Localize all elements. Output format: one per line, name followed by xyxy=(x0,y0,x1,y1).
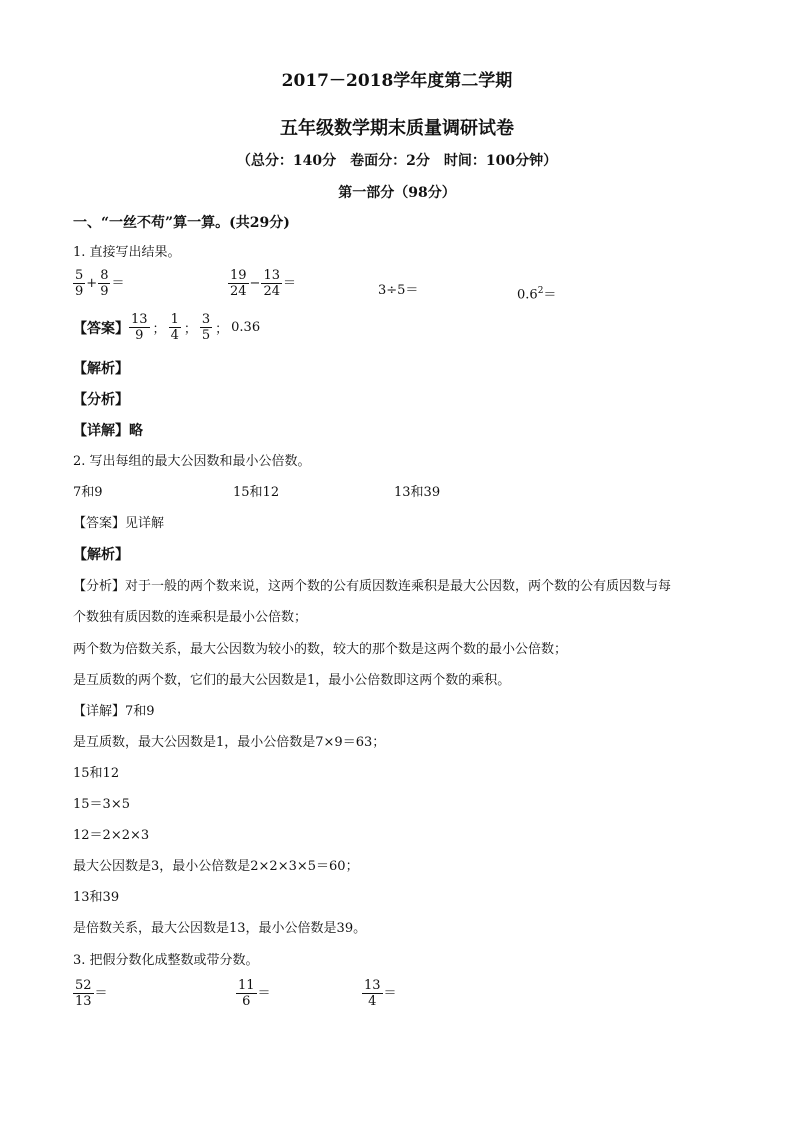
operator: − xyxy=(249,275,261,291)
answer-label: 【答案】 xyxy=(73,320,129,337)
detail-text: 是互质数，最大公因数是1，最小公倍数是7×9＝63； xyxy=(73,735,386,750)
improper-fraction-1 xyxy=(73,978,109,1009)
exam-info: （总分：140分 卷面分：2分 时间：100分钟） xyxy=(236,153,558,169)
pair-2: 15和12 xyxy=(233,485,280,500)
reasoning-label: 【分析】 xyxy=(73,392,129,408)
improper-fraction-2 xyxy=(236,978,272,1009)
expression-4: $0.6^2=$ xyxy=(517,286,557,303)
detail-text: 15＝3×5 xyxy=(73,797,130,812)
expression-1 xyxy=(73,268,125,299)
analysis-label: 【解析】 xyxy=(73,361,129,377)
expression-2 xyxy=(228,268,297,299)
question-1-answer: 【答案】 $\frac{13}{9}$ ； $\frac{1}{4}$ ； $\frac{3}{5}$ ； 0.36 xyxy=(73,312,261,343)
fraction: $\frac{11}{6}$ xyxy=(238,978,255,1009)
fraction: $\frac{1}{4}$ xyxy=(170,312,179,343)
detail-text: 12＝2×2×3 xyxy=(73,828,150,843)
answer-value: 0.36 xyxy=(231,320,261,335)
question-3-prompt: 3. 把假分数化成整数或带分数。 xyxy=(73,953,259,968)
detail-text: 最大公因数是3，最小公倍数是2×2×3×5＝60； xyxy=(73,859,359,874)
section-heading: 一、“一丝不苟”算一算。(共29分) xyxy=(73,215,290,231)
equals-sign: ＝ xyxy=(94,985,108,1001)
detail-text: 【详解】7和9 xyxy=(73,704,155,719)
fraction: $\frac{13}{4}$ xyxy=(364,978,381,1009)
equals-sign: ＝ xyxy=(257,985,271,1001)
fraction: $\frac{5}{9}$ xyxy=(75,268,84,299)
fraction: $\frac{3}{5}$ xyxy=(201,312,211,343)
analysis-label: 【解析】 xyxy=(73,547,129,563)
pair-3: 13和39 xyxy=(394,485,441,500)
fraction: $\frac{52}{13}$ xyxy=(75,978,92,1009)
exam-title: 五年级数学期末质量调研试卷 xyxy=(280,118,514,139)
part-heading: 第一部分（98分） xyxy=(338,185,456,201)
detail-text: 是倍数关系，最大公因数是13，最小公倍数是39。 xyxy=(73,921,367,936)
fraction: $\frac{13}{24}$ xyxy=(263,268,280,299)
detail-label: 【详解】略 xyxy=(73,423,143,439)
reasoning-text: 两个数为倍数关系，最大公因数为较小的数，较大的那个数是这两个数的最小公倍数； xyxy=(73,642,568,657)
exam-title-year: 2017－2018学年度第二学期 xyxy=(281,71,513,91)
reasoning-text: 个数独有质因数的连乘积是最小公倍数； xyxy=(73,610,308,625)
equals-sign: ＝ xyxy=(283,275,297,291)
detail-text: 15和12 xyxy=(73,766,120,781)
equals-sign: ＝ xyxy=(383,985,397,1001)
pair-1: 7和9 xyxy=(73,485,103,500)
expression-3: 3÷5＝ xyxy=(378,283,419,298)
question-1-prompt: 1. 直接写出结果。 xyxy=(73,245,181,260)
reasoning-text: 【分析】对于一般的两个数来说，这两个数的公有质因数连乘积是最大公因数，两个数的公有质因数与每 xyxy=(73,579,672,594)
fraction: $\frac{8}{9}$ xyxy=(100,268,109,299)
question-2-prompt: 2. 写出每组的最大公因数和最小公倍数。 xyxy=(73,454,311,469)
reasoning-text: 是互质数的两个数，它们的最大公因数是1，最小公倍数即这两个数的乘积。 xyxy=(73,673,511,688)
fraction: $\frac{13}{9}$ xyxy=(131,312,148,343)
detail-text: 13和39 xyxy=(73,890,120,905)
operator: + xyxy=(86,275,98,291)
fraction: $\frac{19}{24}$ xyxy=(230,268,247,299)
equals-sign: ＝ xyxy=(111,275,125,291)
improper-fraction-3 xyxy=(362,978,398,1009)
question-2-answer: 【答案】见详解 xyxy=(73,516,165,531)
